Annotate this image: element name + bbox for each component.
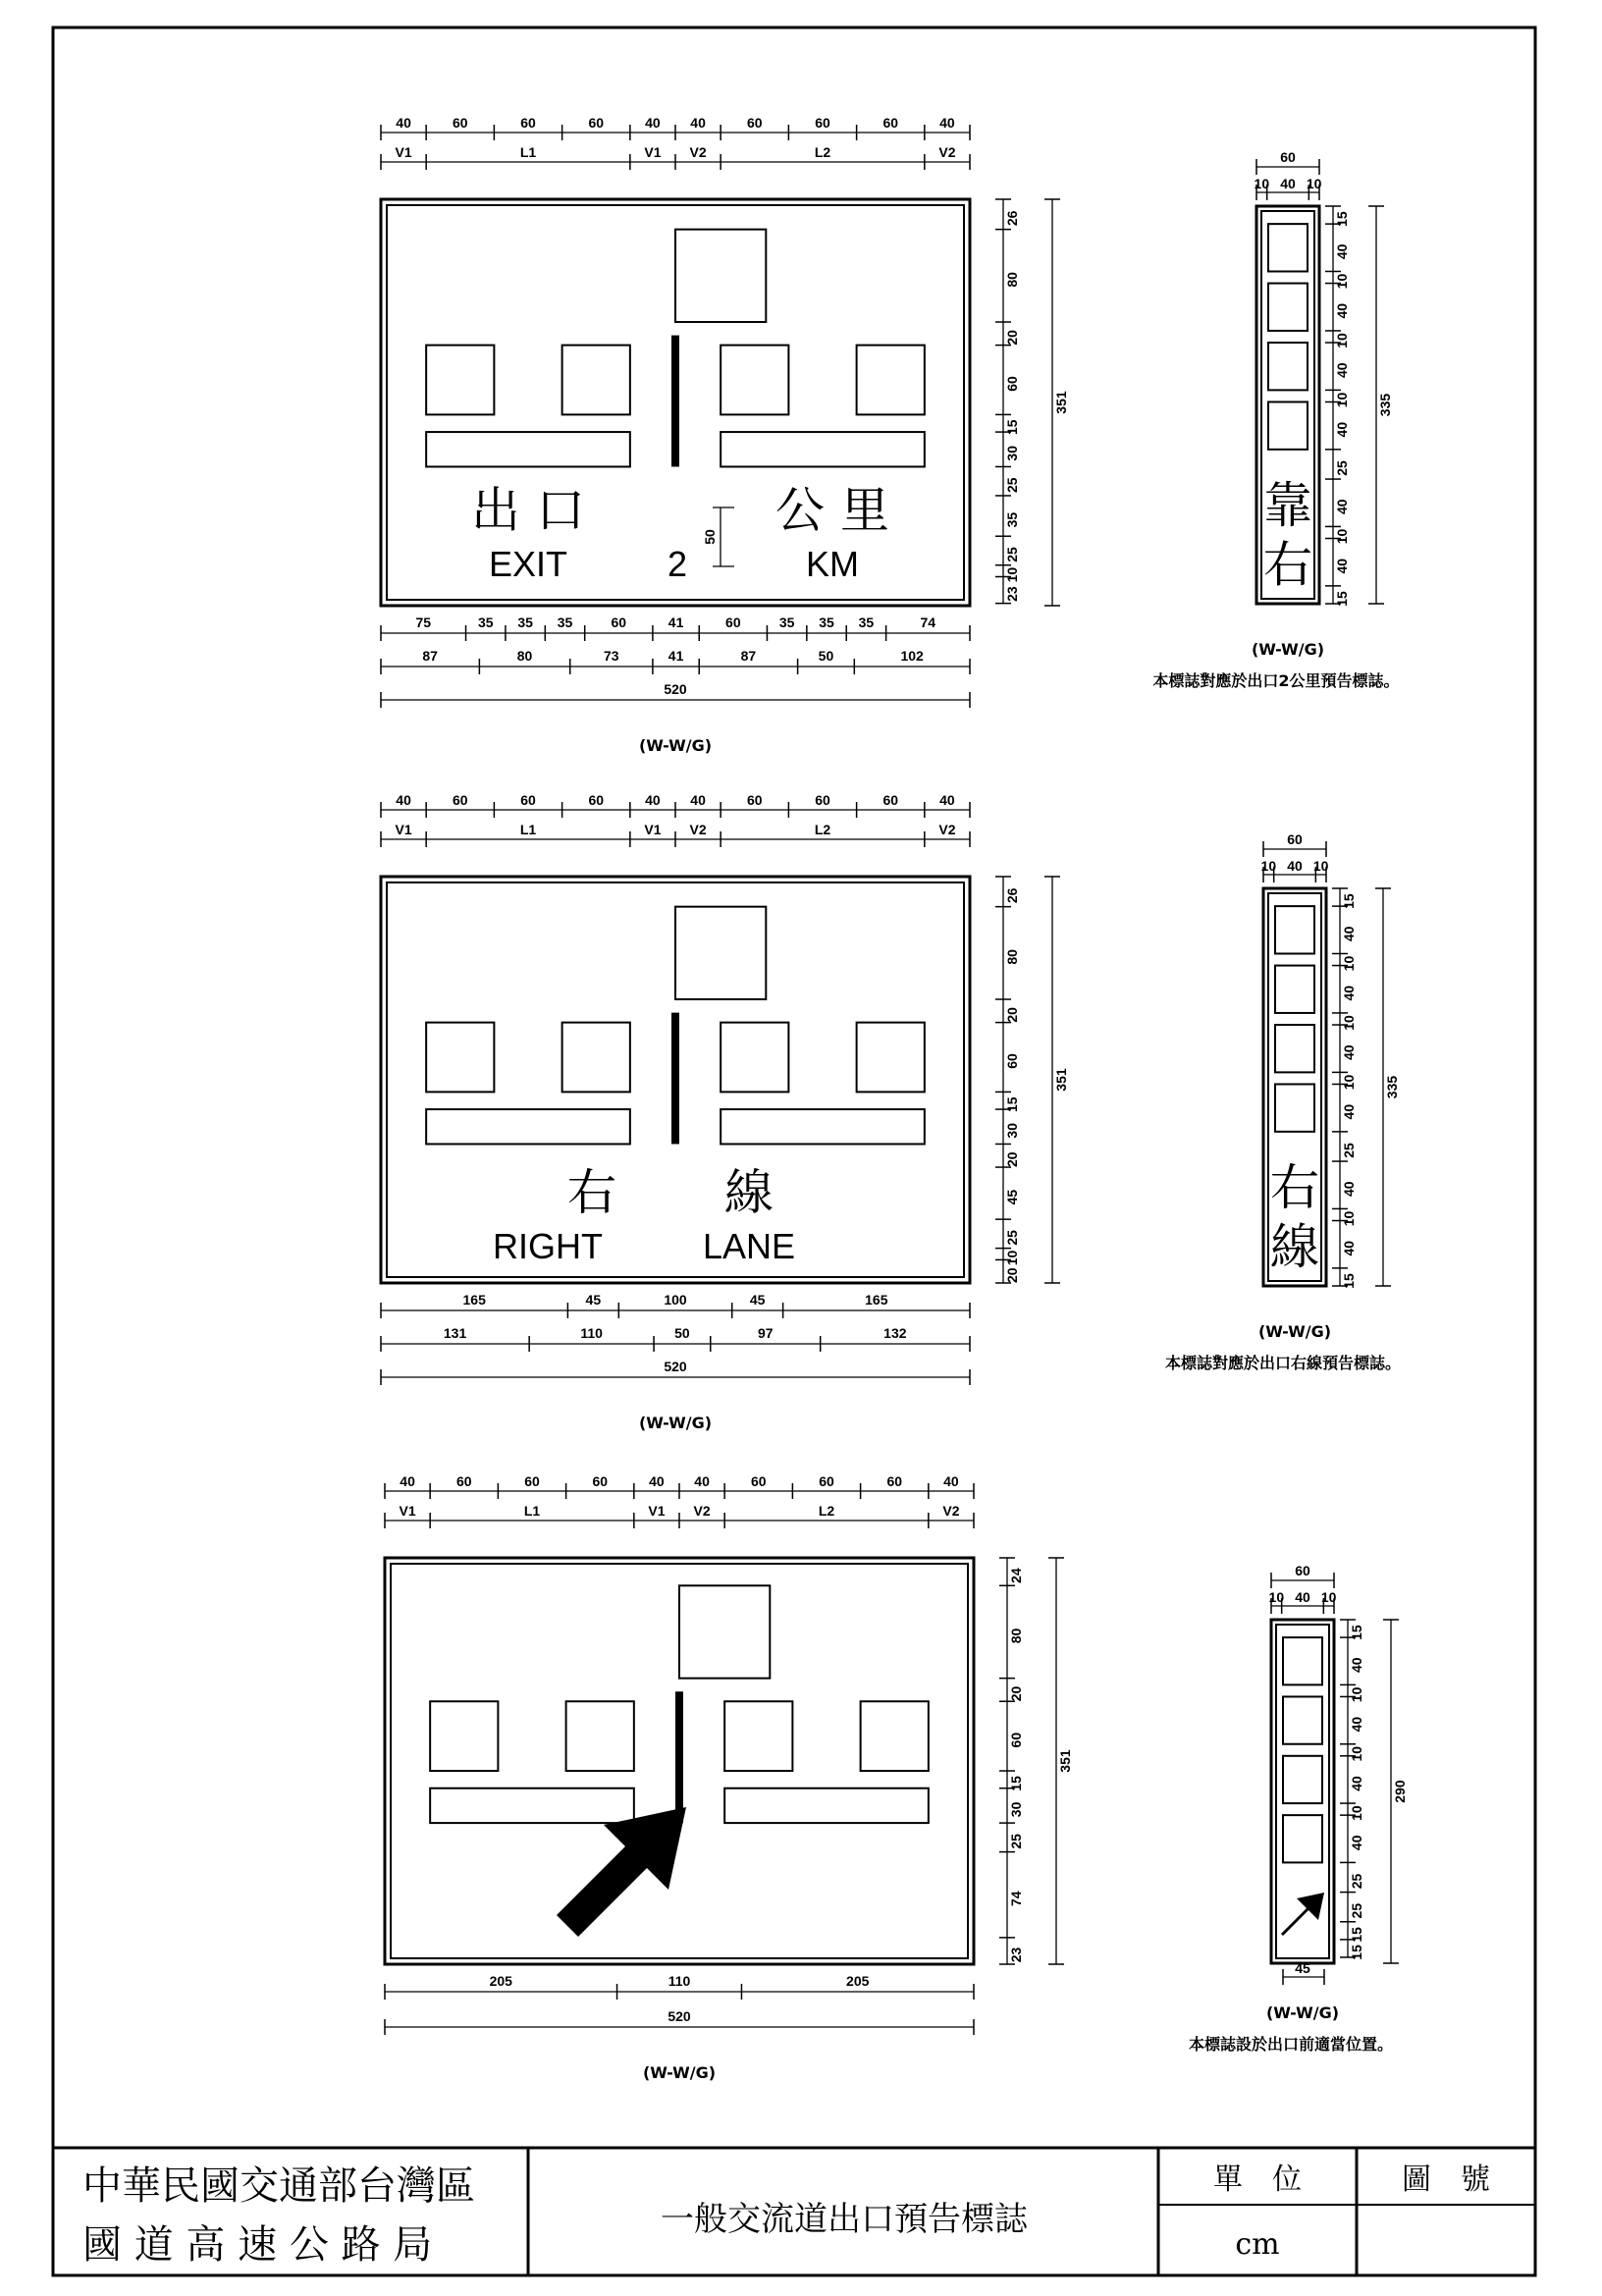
side-shield-1 (1275, 906, 1314, 953)
sign-english-right: LANE (702, 1226, 796, 1266)
side-shield-3 (1275, 1025, 1314, 1072)
dimension-label: 40 (1287, 858, 1303, 874)
side-width-label: 60 (1280, 149, 1296, 165)
sign-english-right: KM (806, 544, 859, 584)
diagonal-arrow-icon (557, 1807, 686, 1937)
dimension-label: 10 (1260, 858, 1277, 874)
dimension-label: 10 (1349, 1805, 1364, 1821)
dimension-label: 23 (1004, 586, 1020, 602)
dimension-label: 40 (645, 115, 661, 131)
dimension-label: 20 (1004, 1007, 1020, 1023)
side-total-dimension (1368, 206, 1393, 604)
dimension-label: 60 (819, 1473, 834, 1489)
total-width-label: 520 (664, 1359, 687, 1374)
dimension-label: 80 (1008, 1628, 1024, 1644)
dimension-label: 60 (520, 792, 536, 808)
side-width-dimension (1256, 149, 1319, 175)
dimension-label: 75 (415, 614, 432, 630)
sign-english-left: EXIT (488, 544, 568, 584)
route-shield-right-1 (724, 1701, 792, 1771)
dimension-label: 35 (819, 614, 834, 630)
side-width-label: 60 (1287, 831, 1303, 847)
name-plate-right (724, 1789, 929, 1823)
dimension-label: 40 (939, 792, 955, 808)
dimension-label: 60 (588, 792, 605, 808)
dimension-label: 35 (1004, 511, 1020, 528)
total-width-dimension (381, 681, 970, 708)
side-note: 本標誌設於出口前適當位置。 (1188, 2035, 1394, 2054)
dimension-label: 60 (1008, 1732, 1024, 1748)
side-width-label: 60 (1295, 1563, 1310, 1578)
dimension-label: 60 (746, 792, 763, 808)
route-shield-right-2 (857, 1023, 925, 1093)
side-caption: (W-W/G) (1251, 640, 1325, 659)
dimension-label: 60 (815, 115, 830, 131)
side-char-1: 靠 (1263, 477, 1312, 535)
center-divider (671, 336, 679, 467)
side-caption: (W-W/G) (1257, 1322, 1332, 1341)
group-label: V2 (689, 144, 707, 160)
dimension-label: 10 (1334, 528, 1350, 545)
dimension-label: 50 (818, 648, 834, 664)
name-plate-right (721, 1109, 925, 1144)
org-line-1: 中華民國交通部台灣區 (82, 2163, 475, 2209)
dimension-label: 10 (1349, 1686, 1364, 1703)
dimension-label: 24 (1008, 1568, 1024, 1583)
dimension-label: 25 (1341, 1143, 1357, 1158)
dimension-label: 23 (1008, 1947, 1024, 1963)
dimension-label: 40 (396, 792, 411, 808)
dimension-label: 60 (588, 115, 605, 131)
dimension-label: 60 (1004, 376, 1020, 392)
right-dimension-chain (999, 1558, 1024, 1964)
side-inner-dimension (1269, 1589, 1337, 1614)
dimension-label: 40 (1341, 1181, 1357, 1198)
dimension-label: 35 (858, 614, 875, 630)
route-shield-top (675, 230, 766, 322)
dimension-label: 25 (1004, 477, 1020, 493)
dimension-label: 35 (557, 614, 573, 630)
side-note: 本標誌對應於出口右線預告標誌。 (1164, 1354, 1402, 1372)
unit-value: cm (1235, 2227, 1280, 2262)
dimension-label: 60 (746, 115, 763, 131)
dimension-label: 40 (1334, 243, 1350, 260)
dimension-label: 10 (1268, 1589, 1285, 1605)
route-shield-left-2 (566, 1701, 634, 1771)
dimension-label: 40 (1334, 362, 1350, 378)
dimension-label: 60 (750, 1473, 767, 1489)
side-shield-1 (1283, 1637, 1322, 1684)
group-label: L1 (519, 144, 537, 160)
side-total-label: 335 (1377, 393, 1393, 417)
dimension-label: 45 (1004, 1189, 1020, 1205)
dimension-label: 60 (725, 614, 741, 630)
dimension-label: 10 (1306, 176, 1322, 191)
dimension-label: 87 (740, 648, 757, 664)
side-inner-dimension (1261, 858, 1329, 882)
right-dimension-chain (995, 199, 1020, 604)
dimension-label: 40 (690, 792, 706, 808)
side-shield-1 (1268, 224, 1308, 271)
side-width-dimension (1271, 1563, 1334, 1588)
dimension-label: 74 (920, 614, 936, 630)
dimension-label: 60 (452, 792, 468, 808)
dimension-label: 60 (592, 1473, 609, 1489)
dimension-label: 80 (1004, 949, 1020, 965)
sign-chinese-left: 右 (567, 1164, 616, 1221)
dimension-label: 60 (520, 115, 536, 131)
dimension-label: 40 (1349, 1657, 1364, 1674)
dimension-label: 205 (846, 1973, 870, 1989)
dimension-label: 60 (455, 1473, 472, 1489)
group-label: V1 (395, 822, 412, 837)
dimension-label: 10 (1254, 176, 1270, 191)
dimension-label: 15 (1349, 1945, 1364, 1960)
bottom-dimension-row-1 (381, 614, 970, 641)
dimension-label: 40 (1341, 1044, 1357, 1060)
side-char-2: 線 (1270, 1218, 1319, 1276)
dimension-label: 15 (1349, 1625, 1364, 1640)
dimension-label: 50 (674, 1325, 690, 1341)
side-total-dimension (1375, 888, 1400, 1286)
dimension-label: 80 (516, 648, 533, 664)
dimension-label: 40 (1334, 302, 1350, 319)
total-height-dimension (1044, 199, 1069, 606)
dimension-label: 40 (1280, 176, 1296, 191)
side-total-label: 290 (1392, 1780, 1408, 1803)
dimension-label: 20 (1008, 1685, 1024, 1702)
dimension-label: 10 (1312, 858, 1329, 874)
dimension-label: 60 (611, 614, 627, 630)
dimension-label: 25 (1008, 1834, 1024, 1849)
dimension-label: 10 (1341, 1074, 1357, 1091)
dimension-label: 45 (585, 1292, 602, 1308)
dimension-label: 40 (1341, 1103, 1357, 1120)
number-height-dimension (702, 507, 734, 566)
dimension-label: 40 (1334, 499, 1350, 515)
side-arrow-icon (1281, 1893, 1324, 1936)
dimension-label: 35 (778, 614, 795, 630)
name-plate-left (426, 1109, 630, 1144)
route-shield-left-1 (426, 346, 494, 415)
dimension-label: 45 (749, 1292, 766, 1308)
unit-label: 單 位 (1213, 2163, 1302, 2197)
dimension-label: 41 (668, 648, 684, 664)
distance-number: 2 (667, 544, 688, 584)
sign-caption: (W-W/G) (638, 736, 713, 755)
center-divider (675, 1691, 683, 1823)
group-label: V1 (648, 1503, 666, 1519)
group-label: V2 (938, 144, 956, 160)
group-dimension-chain (381, 822, 970, 847)
dimension-label: 100 (664, 1292, 687, 1308)
side-shield-4 (1268, 401, 1308, 449)
side-shield-3 (1283, 1756, 1322, 1803)
bottom-dimension-row-1 (385, 1973, 974, 2000)
dimension-label: 15 (1008, 1776, 1024, 1791)
side-right-dimension-chain (1340, 1620, 1364, 1960)
dimension-label: 40 (400, 1473, 415, 1489)
route-shield-left-2 (562, 1023, 630, 1093)
side-total-dimension (1383, 1620, 1408, 1963)
dimension-label: 40 (1295, 1589, 1310, 1605)
dimension-label: 74 (1008, 1891, 1024, 1907)
dimension-label: 15 (1349, 1927, 1364, 1943)
side-note: 本標誌對應於出口2公里預告標誌。 (1152, 671, 1400, 690)
drawing-title: 一般交流道出口預告標誌 (661, 2200, 1028, 2239)
total-height-label: 351 (1053, 1068, 1069, 1092)
side-shield-4 (1275, 1084, 1314, 1131)
bottom-dimension-row-1 (381, 1292, 970, 1318)
dimension-label: 102 (900, 648, 924, 664)
side-shield-4 (1283, 1815, 1322, 1862)
dimension-label: 60 (882, 115, 899, 131)
name-plate-left (430, 1789, 634, 1823)
side-sign-keep-right (1152, 149, 1399, 690)
dimension-label: 15 (1004, 419, 1020, 436)
side-right-dimension-chain (1325, 206, 1350, 607)
dimension-label: 165 (462, 1292, 486, 1308)
dimension-label: 80 (1004, 272, 1020, 288)
dimension-label: 30 (1008, 1801, 1024, 1818)
dimension-label: 25 (1349, 1873, 1364, 1890)
side-width-dimension (1263, 831, 1326, 857)
dimension-label: 205 (489, 1973, 512, 1989)
side-shield-2 (1275, 966, 1314, 1013)
route-shield-top (679, 1585, 770, 1678)
dimension-label: 35 (477, 614, 494, 630)
dimension-label: 73 (604, 648, 619, 664)
dimension-label: 40 (1341, 926, 1357, 942)
side-sign-arrow (1189, 1563, 1408, 2054)
dimension-label: 15 (1004, 1096, 1020, 1113)
group-dimension-chain (381, 144, 970, 170)
group-label: L2 (814, 144, 831, 160)
group-label: L2 (818, 1503, 835, 1519)
right-dimension-chain (995, 877, 1020, 1283)
dimension-label: 40 (1334, 421, 1350, 438)
sign-right-lane (381, 792, 1069, 1432)
dimension-label: 20 (1004, 1267, 1020, 1283)
side-total-label: 335 (1384, 1075, 1400, 1099)
top-dimension-chain (381, 115, 970, 140)
dimension-label: 60 (452, 115, 468, 131)
dimension-label: 10 (1334, 333, 1350, 348)
total-width-label: 520 (664, 681, 687, 697)
dimension-label: 60 (815, 792, 830, 808)
dimension-label: 40 (645, 792, 661, 808)
side-right-dimension-chain (1332, 888, 1357, 1289)
dimension-label: 40 (943, 1473, 959, 1489)
dimension-label: 40 (1341, 985, 1357, 1001)
sign-chinese-right: 線 (724, 1164, 774, 1221)
side-sign-right-lane (1165, 831, 1401, 1372)
dimension-label: 110 (580, 1325, 603, 1341)
dimension-label: 87 (422, 648, 438, 664)
total-height-label: 351 (1053, 391, 1069, 414)
dimension-label: 165 (865, 1292, 888, 1308)
dimension-label: 60 (524, 1473, 540, 1489)
dimension-label: 110 (668, 1973, 691, 1989)
route-shield-left-1 (430, 1701, 498, 1771)
group-label: V2 (942, 1503, 960, 1519)
group-label: V1 (399, 1503, 416, 1519)
dimension-label: 97 (757, 1325, 774, 1341)
side-sign-outer-border (1271, 1620, 1334, 1963)
sign-caption: (W-W/G) (638, 1414, 713, 1432)
side-bottom-label: 45 (1295, 1960, 1310, 1976)
dimension-label: 40 (1349, 1835, 1364, 1851)
total-width-label: 520 (668, 2008, 691, 2024)
title-block (53, 2148, 1535, 2275)
dimension-label: 60 (886, 1473, 903, 1489)
sign-exit-2km (381, 115, 1069, 755)
dimension-label: 131 (443, 1325, 467, 1341)
route-shield-left-1 (426, 1023, 494, 1093)
sign-chinese-right: 公 里 (775, 482, 889, 539)
org-line-2: 國 道 高 速 公 路 局 (82, 2222, 433, 2268)
total-height-dimension (1048, 1558, 1073, 1964)
group-label: V1 (644, 144, 662, 160)
name-plate-left (426, 432, 630, 466)
route-shield-left-2 (562, 346, 630, 415)
dimension-label: 40 (396, 115, 411, 131)
dimension-label: 10 (1004, 566, 1020, 583)
group-label: V2 (693, 1503, 711, 1519)
side-caption: (W-W/G) (1265, 2003, 1340, 2022)
sign-chinese-left: 出 口 (471, 482, 585, 539)
dimension-label: 10 (1349, 1745, 1364, 1762)
dimension-label: 26 (1004, 210, 1020, 227)
dimension-label: 25 (1004, 1230, 1020, 1246)
side-char-1: 右 (1270, 1159, 1319, 1217)
side-char-2: 右 (1263, 536, 1312, 594)
dimension-label: 10 (1341, 1015, 1357, 1031)
dimension-label: 20 (1004, 1151, 1020, 1168)
route-shield-right-2 (857, 346, 925, 415)
dimension-label: 15 (1341, 1273, 1357, 1289)
dimension-label: 26 (1004, 887, 1020, 904)
group-label: V2 (938, 822, 956, 837)
dimension-label: 25 (1334, 460, 1350, 476)
total-width-dimension (385, 2008, 974, 2035)
group-label: V2 (689, 822, 707, 837)
dimension-label: 40 (1334, 558, 1350, 574)
route-shield-right-1 (721, 1023, 788, 1093)
dimension-label: 60 (1004, 1053, 1020, 1069)
dimension-label: 40 (694, 1473, 710, 1489)
side-shield-2 (1283, 1696, 1322, 1743)
dimension-label: 30 (1004, 445, 1020, 461)
dimension-label: 25 (1349, 1902, 1364, 1919)
center-divider (671, 1013, 679, 1145)
dimension-label: 10 (1334, 273, 1350, 290)
dimension-label: 40 (649, 1473, 665, 1489)
side-inner-dimension (1255, 176, 1322, 200)
sign-exit-arrow (385, 1473, 1073, 2082)
route-shield-right-2 (861, 1701, 929, 1771)
dimension-label: 10 (1341, 1210, 1357, 1227)
dimension-label: 40 (1341, 1240, 1357, 1256)
side-sign-inner-border (1276, 1625, 1329, 1958)
total-height-label: 351 (1057, 1749, 1073, 1773)
top-dimension-chain (385, 1473, 974, 1499)
dimension-label: 15 (1334, 211, 1350, 227)
dimension-label: 10 (1341, 955, 1357, 972)
dimension-label: 40 (939, 115, 955, 131)
group-label: L1 (519, 822, 537, 837)
group-dimension-chain (385, 1503, 974, 1528)
dimension-label: 35 (517, 614, 533, 630)
dimension-label: 60 (882, 792, 899, 808)
dimension-label: 40 (690, 115, 706, 131)
number-height-label: 50 (702, 529, 718, 545)
dimension-label: 30 (1004, 1122, 1020, 1139)
sign-english-left: RIGHT (493, 1226, 603, 1266)
dimension-label: 20 (1004, 330, 1020, 346)
dimension-label: 10 (1004, 1250, 1020, 1266)
top-dimension-chain (381, 792, 970, 818)
route-shield-top (675, 907, 766, 999)
side-shield-2 (1268, 284, 1308, 331)
group-label: L2 (814, 822, 831, 837)
dimension-label: 41 (668, 614, 684, 630)
route-shield-right-1 (721, 346, 788, 415)
dimension-label: 10 (1320, 1589, 1337, 1605)
dimension-label: 132 (883, 1325, 907, 1341)
sign-caption: (W-W/G) (642, 2063, 717, 2082)
group-label: V1 (644, 822, 662, 837)
sheet-border (53, 27, 1535, 2275)
total-height-dimension (1044, 877, 1069, 1283)
dimension-label: 25 (1004, 547, 1020, 562)
dimension-label: 15 (1341, 893, 1357, 909)
name-plate-right (721, 432, 925, 466)
bottom-dimension-row-2 (381, 648, 970, 674)
dimension-label: 15 (1334, 591, 1350, 607)
dimension-label: 40 (1349, 1776, 1364, 1791)
group-label: L1 (523, 1503, 541, 1519)
side-shield-3 (1268, 343, 1308, 390)
total-width-dimension (381, 1359, 970, 1385)
dimension-label: 40 (1349, 1716, 1364, 1733)
figure-label: 圖 號 (1402, 2163, 1490, 2197)
dimension-label: 10 (1334, 392, 1350, 408)
group-label: V1 (395, 144, 412, 160)
bottom-dimension-row-2 (381, 1325, 970, 1352)
